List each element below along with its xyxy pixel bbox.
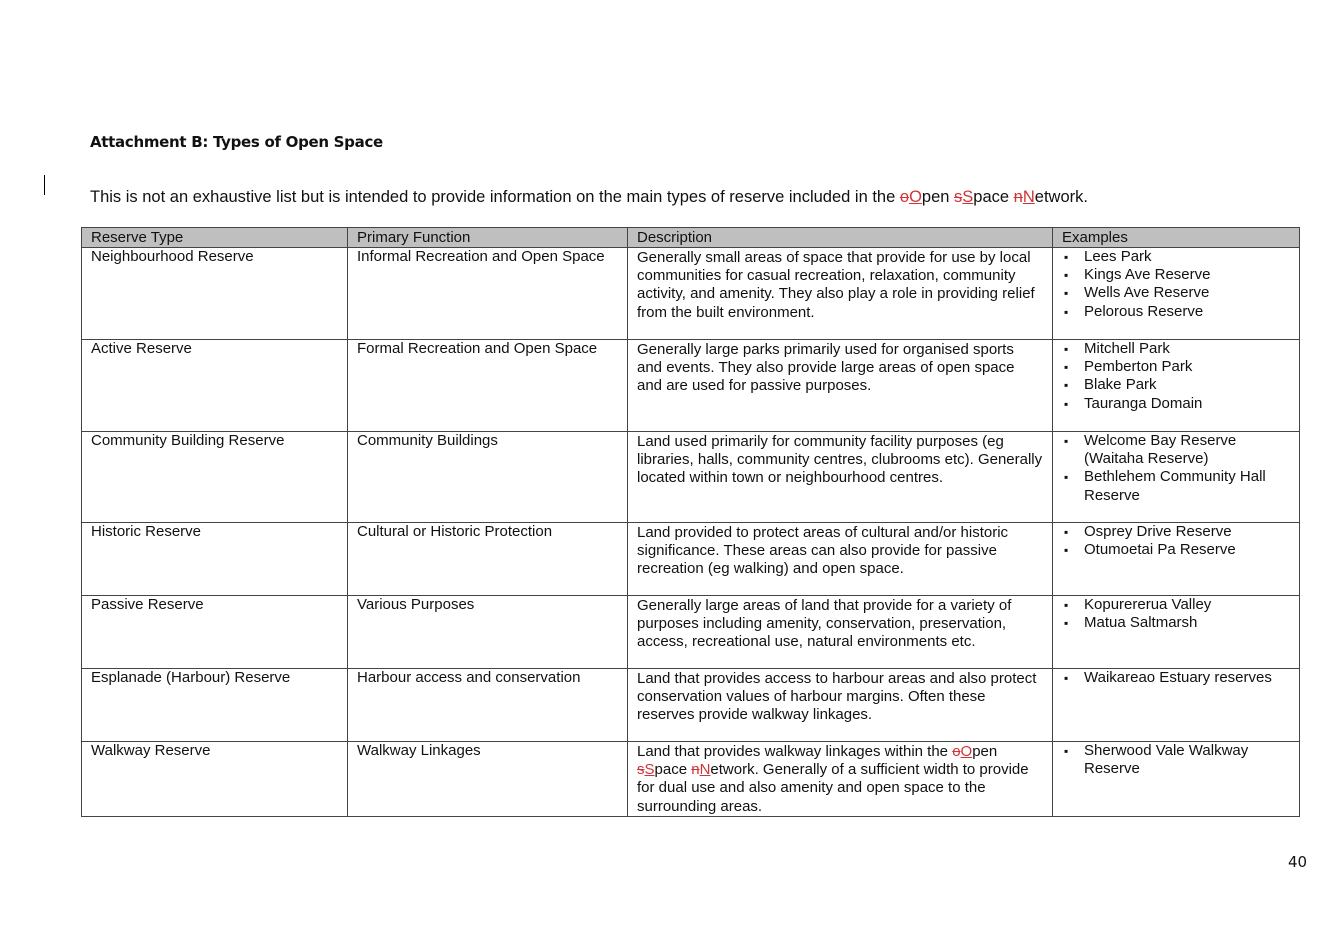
inserted-text: S — [644, 761, 655, 779]
inserted-text: O — [909, 188, 922, 206]
description-text: etwork. Generally of a sufficient width to provide for dual use and also amenity and open space to the surrounding areas. — [637, 761, 1029, 815]
change-bar — [44, 175, 45, 195]
table-row — [82, 340, 1300, 432]
list-item: ▪ Otumoetai Pa Reserve — [1062, 541, 1290, 559]
reserve-type-cell: Walkway Reserve — [82, 742, 348, 817]
list-item: ▪ Pemberton Park — [1062, 358, 1290, 376]
description-cell: Generally small areas of space that provide for use by local communities for casual recreation, relaxation, community activity, and amenity. They also play a role in providing relief from the built environment. — [628, 248, 1053, 340]
examples-list — [1062, 742, 1290, 778]
reserve-types-table — [81, 227, 1300, 817]
intro-text: This is not an exhaustive list but is intended to provide information on the main types of reserve included in the — [90, 188, 900, 206]
list-item: ▪ Tauranga Domain — [1062, 395, 1290, 413]
table-row — [82, 432, 1300, 523]
inserted-text: O — [960, 743, 973, 760]
list-item: ▪ Waikareao Estuary reserves — [1062, 669, 1290, 687]
description-cell: Land used primarily for community facility purposes (eg libraries, halls, community centres, clubrooms etc). Generally located within town or neighbourhood centres. — [628, 432, 1053, 523]
deleted-text: o — [899, 188, 910, 206]
examples-list — [1062, 340, 1290, 413]
examples-cell — [1053, 523, 1300, 596]
description-cell: Generally large areas of land that provide for a variety of purposes including amenity, conservation, preservation, access, recreational use, natural environments etc. — [628, 596, 1053, 669]
examples-list — [1062, 432, 1290, 505]
reserve-type-cell: Active Reserve — [82, 340, 348, 432]
list-item: ▪ Blake Park — [1062, 376, 1290, 394]
reserve-type-cell: Historic Reserve — [82, 523, 348, 596]
list-item: ▪ Welcome Bay Reserve (Waitaha Reserve) — [1062, 432, 1290, 468]
function-cell: Walkway Linkages — [348, 742, 628, 817]
table-row — [82, 596, 1300, 669]
deleted-text: n — [1013, 188, 1023, 206]
examples-cell — [1053, 742, 1300, 817]
list-item: ▪ Lees Park — [1062, 248, 1290, 266]
table-header-row — [82, 228, 1300, 248]
inserted-text: S — [962, 188, 974, 206]
list-item: ▪ Osprey Drive Reserve — [1062, 523, 1290, 541]
list-item: ▪ Kings Ave Reserve — [1062, 266, 1290, 284]
examples-list — [1062, 596, 1290, 632]
table-row — [82, 523, 1300, 596]
intro-text: pace — [973, 188, 1014, 206]
reserve-type-cell: Neighbourhood Reserve — [82, 248, 348, 340]
deleted-text: n — [691, 761, 700, 779]
page-number: 40 — [1288, 853, 1308, 871]
function-cell: Formal Recreation and Open Space — [348, 340, 628, 432]
table-row — [82, 742, 1300, 817]
header-description: Description — [628, 228, 1053, 248]
function-cell: Informal Recreation and Open Space — [348, 248, 628, 340]
reserve-type-cell: Esplanade (Harbour) Reserve — [82, 669, 348, 742]
description-cell: Generally large parks primarily used for organised sports and events. They also provide large areas of open space and are used for passive purposes. — [628, 340, 1053, 432]
examples-cell — [1053, 248, 1300, 340]
examples-list — [1062, 669, 1290, 687]
intro-paragraph — [90, 188, 1088, 207]
description-cell: Land provided to protect areas of cultural and/or historic significance. These areas can also provide for passive recreation (eg walking) and open space. — [628, 523, 1053, 596]
list-item: ▪ Wells Ave Reserve — [1062, 284, 1290, 302]
deleted-text: s — [637, 761, 645, 779]
list-item: ▪ Matua Saltmarsh — [1062, 614, 1290, 632]
description-text: Land that provides walkway linkages within the — [637, 743, 953, 760]
table-row — [82, 669, 1300, 742]
page-heading: Attachment B: Types of Open Space — [90, 133, 383, 151]
header-reserve-type: Reserve Type — [82, 228, 348, 248]
examples-cell — [1053, 669, 1300, 742]
description-cell — [628, 742, 1053, 817]
function-cell: Harbour access and conservation — [348, 669, 628, 742]
list-item: ▪ Kopurererua Valley — [1062, 596, 1290, 614]
description-text: pen — [972, 743, 998, 760]
list-item: ▪ Sherwood Vale Walkway Reserve — [1062, 742, 1290, 778]
examples-cell — [1053, 596, 1300, 669]
list-item: ▪ Bethlehem Community Hall Reserve — [1062, 468, 1290, 504]
examples-list — [1062, 523, 1290, 559]
reserve-type-cell: Community Building Reserve — [82, 432, 348, 523]
description-cell: Land that provides access to harbour areas and also protect conservation values of harbour margins. Often these reserves provide walkway linkages. — [628, 669, 1053, 742]
header-primary-function: Primary Function — [348, 228, 628, 248]
function-cell: Cultural or Historic Protection — [348, 523, 628, 596]
function-cell: Various Purposes — [348, 596, 628, 669]
function-cell: Community Buildings — [348, 432, 628, 523]
deleted-text: s — [954, 188, 963, 206]
reserve-type-cell: Passive Reserve — [82, 596, 348, 669]
intro-text: pen — [921, 188, 955, 206]
examples-list — [1062, 248, 1290, 321]
list-item: ▪ Pelorous Reserve — [1062, 303, 1290, 321]
header-examples: Examples — [1053, 228, 1300, 248]
inserted-text: N — [1022, 188, 1035, 206]
intro-text: etwork. — [1034, 188, 1088, 206]
list-item: ▪ Mitchell Park — [1062, 340, 1290, 358]
deleted-text: o — [952, 743, 961, 760]
inserted-text: N — [699, 761, 711, 779]
description-text: pace — [654, 761, 692, 779]
examples-cell — [1053, 432, 1300, 523]
table-row — [82, 248, 1300, 340]
examples-cell — [1053, 340, 1300, 432]
